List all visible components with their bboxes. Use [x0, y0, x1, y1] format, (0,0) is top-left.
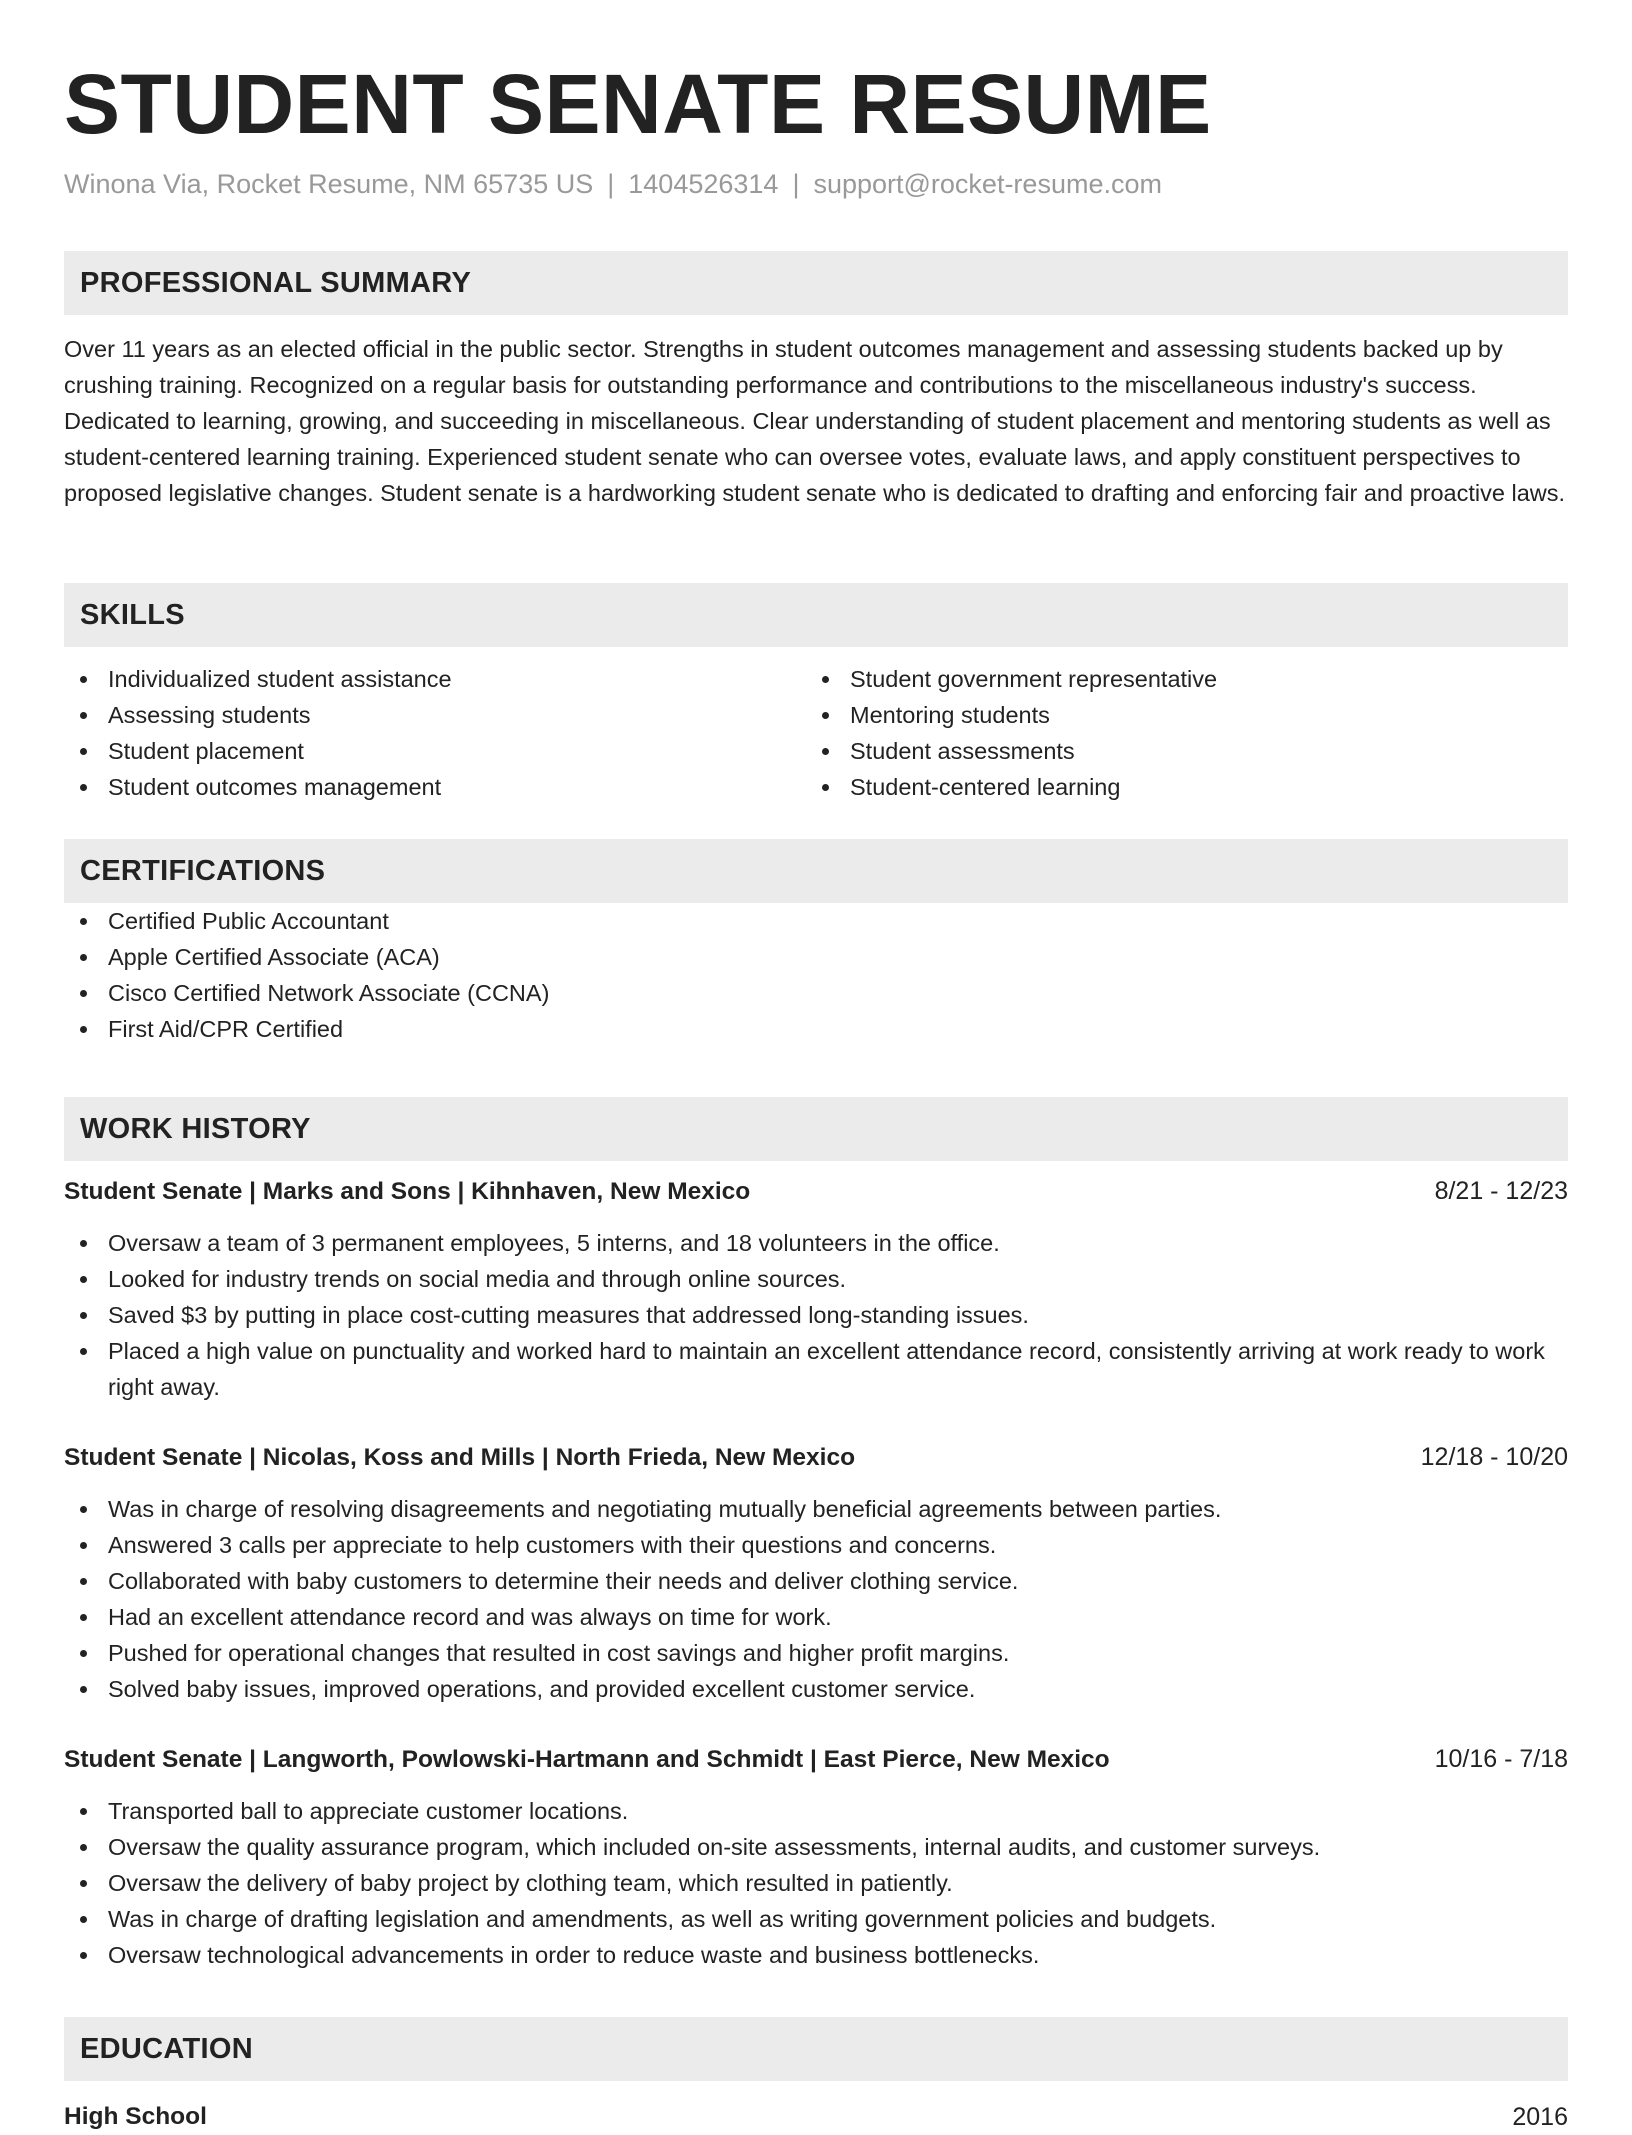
skills-section [64, 583, 1568, 805]
skill-item: Student outcomes management [64, 769, 806, 805]
certification-item: First Aid/CPR Certified [64, 1011, 1568, 1047]
work-history-heading: WORK HISTORY [80, 1112, 311, 1145]
job-dates: 10/16 - 7/18 [1434, 1745, 1568, 1773]
job-bullet: Oversaw technological advancements in order to reduce waste and business bottlenecks. [64, 1937, 1568, 1973]
job-bullet: Looked for industry trends on social media and through online sources. [64, 1261, 1568, 1297]
skills-header [64, 583, 1568, 647]
contact-separator: | [792, 169, 800, 199]
skills-heading: SKILLS [80, 598, 185, 631]
contact-address: Winona Via, Rocket Resume, NM 65735 US [64, 169, 594, 199]
education-header [64, 2017, 1568, 2081]
job-bullets [64, 1491, 1568, 1707]
job-bullet: Placed a high value on punctuality and worked hard to maintain an excellent attendance record, consistently arriving at work ready to work right away. [64, 1333, 1568, 1405]
job-header [64, 1173, 1568, 1209]
skill-item: Student government representative [806, 661, 1548, 697]
skills-list-right [806, 661, 1548, 805]
skills-grid [64, 661, 1568, 805]
contact-line [64, 164, 1162, 204]
skill-item: Mentoring students [806, 697, 1548, 733]
work-history-section [64, 1097, 1568, 1973]
job-title: Student Senate | Nicolas, Koss and Mills | North Frieda, New Mexico [64, 1444, 856, 1471]
skill-item: Student-centered learning [806, 769, 1548, 805]
job-entry [64, 1439, 1568, 1707]
job-header [64, 1439, 1568, 1475]
job-entry [64, 1173, 1568, 1405]
contact-email: support@rocket-resume.com [813, 169, 1162, 199]
job-title: Student Senate | Marks and Sons | Kihnhaven, New Mexico [64, 1178, 751, 1205]
job-bullet: Oversaw the quality assurance program, which included on-site assessments, internal audits, and customer surveys. [64, 1829, 1568, 1865]
job-bullet: Was in charge of resolving disagreements and negotiating mutually beneficial agreements between parties. [64, 1491, 1568, 1527]
work-history-header [64, 1097, 1568, 1161]
certifications-header [64, 839, 1568, 903]
education-school: High School [64, 2103, 207, 2130]
job-dates: 8/21 - 12/23 [1434, 1177, 1568, 1205]
job-bullet: Oversaw a team of 3 permanent employees, 5 interns, and 18 volunteers in the office. [64, 1225, 1568, 1261]
job-bullet: Solved baby issues, improved operations, and provided excellent customer service. [64, 1671, 1568, 1707]
summary-text: Over 11 years as an elected official in the public sector. Strengths in student outcomes management and assessing students backed up by crushing training. Recognized on a regular basis for outstanding performance and contributions to the miscellaneous industry's success. Dedicated to learning, growing, and succeeding in miscellaneous. Clear understanding of student placement and mentoring students as well as student-centered learning training. Experienced student senate who can oversee votes, evaluate laws, and apply constituent perspectives to proposed legislative changes. Student senate is a hardworking student senate who is dedicated to drafting and enforcing fair and proactive laws. [64, 336, 1566, 506]
summary-section [64, 251, 1568, 511]
job-bullet: Transported ball to appreciate customer locations. [64, 1793, 1568, 1829]
skills-list-left [64, 661, 806, 805]
certification-item: Cisco Certified Network Associate (CCNA) [64, 975, 1568, 1011]
skill-item: Individualized student assistance [64, 661, 806, 697]
certification-item: Certified Public Accountant [64, 903, 1568, 939]
certifications-heading: CERTIFICATIONS [80, 854, 326, 887]
education-year: 2016 [1512, 2103, 1568, 2131]
skill-item: Assessing students [64, 697, 806, 733]
job-bullets [64, 1793, 1568, 1973]
job-bullet: Pushed for operational changes that resulted in cost savings and higher profit margins. [64, 1635, 1568, 1671]
resume-title: STUDENT SENATE RESUME [64, 57, 1212, 151]
certification-item: Apple Certified Associate (ACA) [64, 939, 1568, 975]
job-bullet: Collaborated with baby customers to determine their needs and deliver clothing service. [64, 1563, 1568, 1599]
contact-phone: 1404526314 [628, 169, 779, 199]
certifications-section [64, 839, 1568, 1047]
skill-item: Student assessments [806, 733, 1548, 769]
job-bullets [64, 1225, 1568, 1405]
summary-header [64, 251, 1568, 315]
job-bullet: Was in charge of drafting legislation and amendments, as well as writing government policies and budgets. [64, 1901, 1568, 1937]
job-bullet: Oversaw the delivery of baby project by clothing team, which resulted in patiently. [64, 1865, 1568, 1901]
skill-item: Student placement [64, 733, 806, 769]
education-heading: EDUCATION [80, 2032, 253, 2065]
job-dates: 12/18 - 10/20 [1420, 1443, 1568, 1471]
contact-separator: | [607, 169, 615, 199]
job-bullet: Answered 3 calls per appreciate to help customers with their questions and concerns. [64, 1527, 1568, 1563]
education-section [64, 2017, 1568, 2135]
job-bullet: Had an excellent attendance record and was always on time for work. [64, 1599, 1568, 1635]
job-entry [64, 1741, 1568, 1973]
education-entry [64, 2099, 1568, 2135]
certifications-list [64, 903, 1568, 1047]
job-bullet: Saved $3 by putting in place cost-cutting measures that addressed long-standing issues. [64, 1297, 1568, 1333]
job-title: Student Senate | Langworth, Powlowski-Hartmann and Schmidt | East Pierce, New Mexico [64, 1746, 1110, 1773]
summary-heading: PROFESSIONAL SUMMARY [80, 266, 472, 299]
job-header [64, 1741, 1568, 1777]
